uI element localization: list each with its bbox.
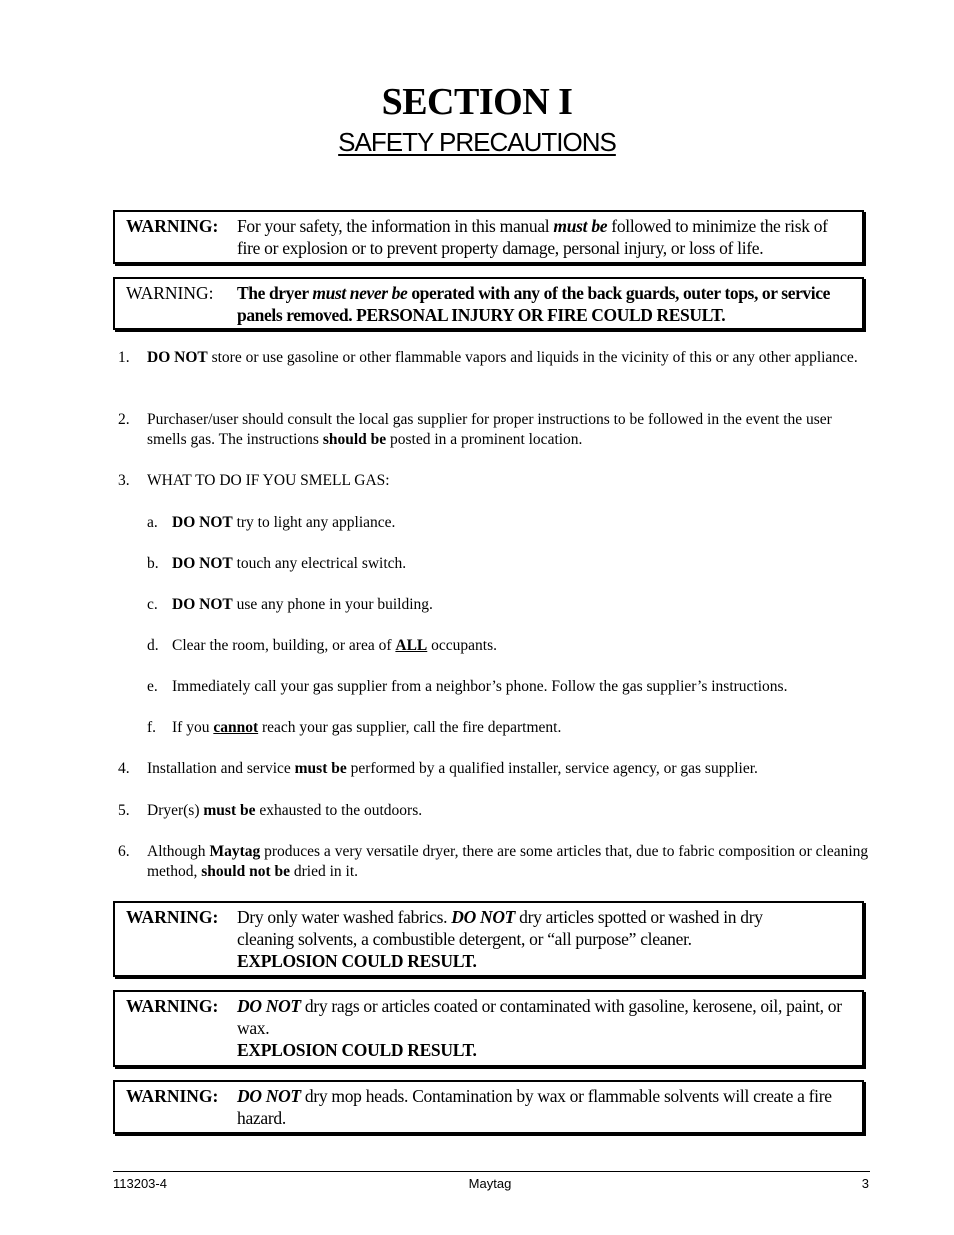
- warning-box-mop-heads: [113, 1080, 864, 1134]
- footer-brand: Maytag: [468, 1176, 512, 1191]
- warning-text: For your safety, the information in this manual must be followed to minimize the risk of fire or explosion or to prevent property damage, personal injury, or loss of life.: [237, 216, 828, 258]
- sub-list-item: a. DO NOT try to light any appliance.: [147, 514, 396, 531]
- warning-box-rags: [113, 990, 864, 1067]
- footer-doc-number: 113203-4: [113, 1176, 167, 1191]
- warning-text: Dry only water washed fabrics. DO NOT dry articles spotted or washed in dry cleaning solvents, a combustible detergent, or “all purpose” cleaner. EXPLOSION COULD RESULT.: [237, 907, 763, 971]
- warning-label: WARNING:: [126, 283, 214, 303]
- warning-box-safety: [113, 210, 864, 264]
- warning-label: WARNING:: [126, 996, 219, 1016]
- sub-list-item: c. DO NOT use any phone in your building.: [147, 596, 433, 613]
- section-subtitle: SAFETY PRECAUTIONS: [338, 127, 616, 157]
- list-item: 4. Installation and service must be performed by a qualified installer, service agency, or gas supplier.: [118, 760, 758, 777]
- sub-list-item: d. Clear the room, building, or area of ALL occupants.: [147, 637, 497, 654]
- warning-box-dry-cleaning: [113, 901, 864, 977]
- list-item: 6. Although Maytag produces a very versatile dryer, there are some articles that, due to fabric composition or cleaning method, should not be dried in it.: [118, 843, 869, 880]
- list-item: 1. DO NOT store or use gasoline or other flammable vapors and liquids in the vicinity of this or any other appliance.: [118, 349, 858, 366]
- sub-list-item: e. Immediately call your gas supplier from a neighbor’s phone. Follow the gas supplier’s instructions.: [147, 678, 788, 695]
- list-item: 2. Purchaser/user should consult the local gas supplier for proper instructions to be followed in the event the user smells gas. The instructions should be posted in a prominent location.: [118, 411, 832, 448]
- warning-label: WARNING:: [126, 216, 219, 236]
- list-item: 5. Dryer(s) must be exhausted to the outdoors.: [118, 802, 423, 819]
- warning-label: WARNING:: [126, 907, 219, 927]
- warning-text: The dryer must never be operated with any of the back guards, outer tops, or service panels removed. PERSONAL INJURY OR FIRE COULD RESULT.: [237, 283, 830, 325]
- sub-list-item: f. If you cannot reach your gas supplier, call the fire department.: [147, 719, 562, 736]
- section-title: SECTION I: [381, 81, 573, 123]
- warning-text: DO NOT dry mop heads. Contamination by wax or flammable solvents will create a fire hazard.: [237, 1086, 832, 1128]
- warning-label: WARNING:: [126, 1086, 219, 1106]
- warning-box-guards: [113, 277, 864, 330]
- warning-text: DO NOT dry rags or articles coated or contaminated with gasoline, kerosene, oil, paint, or wax. EXPLOSION COULD RESULT.: [237, 996, 842, 1060]
- list-item: 3. WHAT TO DO IF YOU SMELL GAS:: [118, 472, 390, 489]
- sub-list-item: b. DO NOT touch any electrical switch.: [147, 555, 407, 572]
- footer-page-number: 3: [861, 1176, 869, 1191]
- footer-rule: [113, 1171, 870, 1172]
